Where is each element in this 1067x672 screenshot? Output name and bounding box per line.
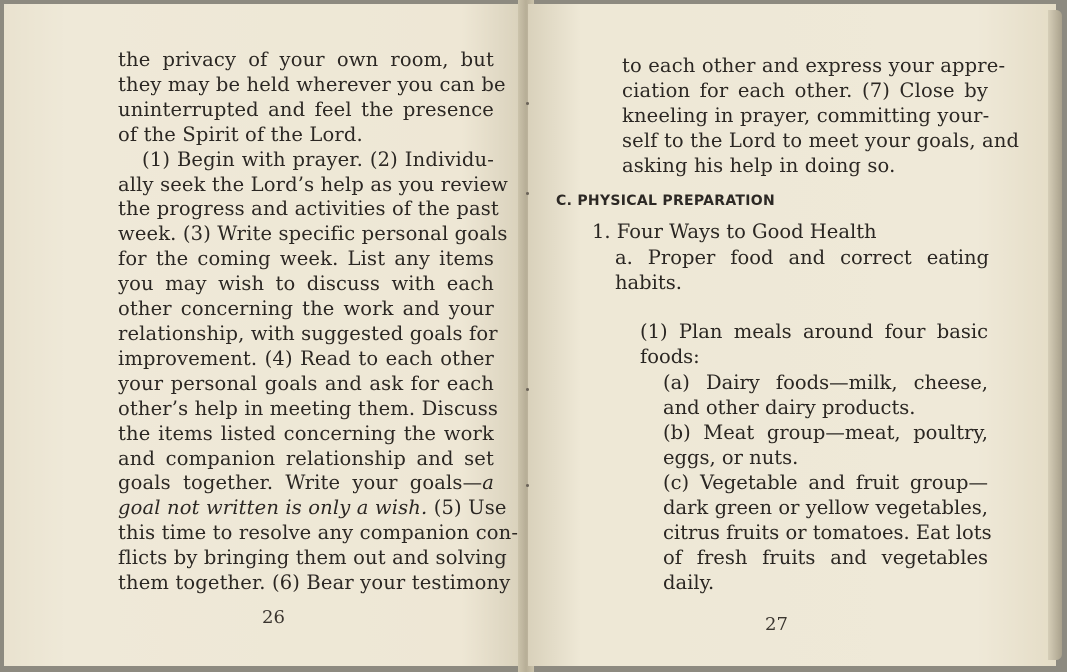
text-line: (b) Meat group—meat, poultry, bbox=[663, 421, 988, 444]
subitem-1 bbox=[640, 320, 988, 370]
text-line: the items listed concerning the work bbox=[118, 421, 494, 445]
text-line: the progress and activities of the past bbox=[118, 197, 499, 221]
text-line: flicts by bringing them out and solving bbox=[118, 546, 507, 570]
text-line: (a) Dairy foods—milk, cheese, bbox=[663, 371, 988, 394]
text-line: daily. bbox=[663, 570, 715, 594]
text-line: habits. bbox=[615, 270, 682, 294]
text-line: kneeling in prayer, committing your- bbox=[622, 103, 990, 127]
text-line: this time to resolve any companion con- bbox=[118, 521, 519, 545]
paper-speck bbox=[526, 102, 529, 105]
text-line: a. Proper food and correct eating bbox=[615, 246, 989, 269]
text-line: ally seek the Lord’s help as you review bbox=[118, 172, 509, 196]
text-fragment: goals together. Write your goals— bbox=[118, 471, 483, 495]
paper-speck bbox=[526, 388, 529, 391]
text-line: (1) Plan meals around four basic bbox=[640, 320, 988, 343]
food-group-vegetable-fruit bbox=[663, 471, 992, 596]
text-line: (c) Vegetable and fruit group— bbox=[663, 471, 988, 494]
page-edge bbox=[1048, 10, 1062, 660]
text-line: them together. (6) Bear your testimony bbox=[118, 571, 511, 595]
text-line: relationship, with suggested goals for bbox=[118, 321, 498, 345]
text-line: they may be held wherever you can be bbox=[118, 72, 506, 96]
page-number: 26 bbox=[262, 607, 285, 628]
paper-speck bbox=[526, 192, 529, 195]
food-group-meat bbox=[663, 421, 988, 471]
text-line-with-italic bbox=[118, 496, 507, 521]
italic-fragment: goal not written is only a wish. bbox=[118, 496, 428, 520]
text-line: and companion relationship and set bbox=[118, 446, 494, 470]
text-line: improvement. (4) Read to each other bbox=[118, 346, 494, 370]
food-group-dairy bbox=[663, 371, 988, 421]
text-line-with-italic bbox=[118, 471, 494, 496]
text-line: other concerning the work and your bbox=[118, 297, 494, 321]
paper-speck bbox=[526, 484, 529, 487]
section-heading: C. PHYSICAL PREPARATION bbox=[556, 193, 775, 209]
text-line: self to the Lord to meet your goals, and bbox=[622, 128, 1020, 152]
text-line: for the coming week. List any items bbox=[118, 247, 494, 271]
text-line: other’s help in meeting them. Discuss bbox=[118, 396, 499, 420]
text-line: to each other and express your appre- bbox=[622, 54, 1006, 77]
italic-fragment: a bbox=[482, 471, 494, 495]
text-line: citrus fruits or tomatoes. Eat lots bbox=[663, 520, 992, 544]
text-line: uninterrupted and feel the presence bbox=[118, 97, 494, 121]
text-line: of fresh fruits and vegetables bbox=[663, 545, 988, 569]
left-page bbox=[4, 4, 524, 666]
text-line: eggs, or nuts. bbox=[663, 445, 799, 469]
text-line: you may wish to discuss with each bbox=[118, 272, 494, 296]
text-line: and other dairy products. bbox=[663, 395, 916, 419]
text-line: asking his help in doing so. bbox=[622, 153, 896, 177]
right-page bbox=[528, 4, 1056, 666]
text-line: foods: bbox=[640, 344, 700, 368]
text-line: ciation for each other. (7) Close by bbox=[622, 78, 988, 102]
page-number: 27 bbox=[765, 614, 788, 635]
text-line: your personal goals and ask for each bbox=[118, 371, 494, 395]
list-item-heading: 1. Four Ways to Good Health bbox=[592, 220, 877, 243]
text-line: the privacy of your own room, but bbox=[118, 48, 494, 71]
left-page-body bbox=[118, 48, 519, 596]
text-line: of the Spirit of the Lord. bbox=[118, 122, 363, 146]
text-line: (1) Begin with prayer. (2) Individu- bbox=[142, 147, 494, 171]
subitem-a bbox=[615, 246, 989, 296]
text-line: dark green or yellow vegetables, bbox=[663, 495, 988, 519]
text-fragment: (5) Use bbox=[427, 496, 507, 520]
text-line: week. (3) Write specific personal goals bbox=[118, 222, 508, 246]
right-page-continuation bbox=[622, 54, 1020, 179]
